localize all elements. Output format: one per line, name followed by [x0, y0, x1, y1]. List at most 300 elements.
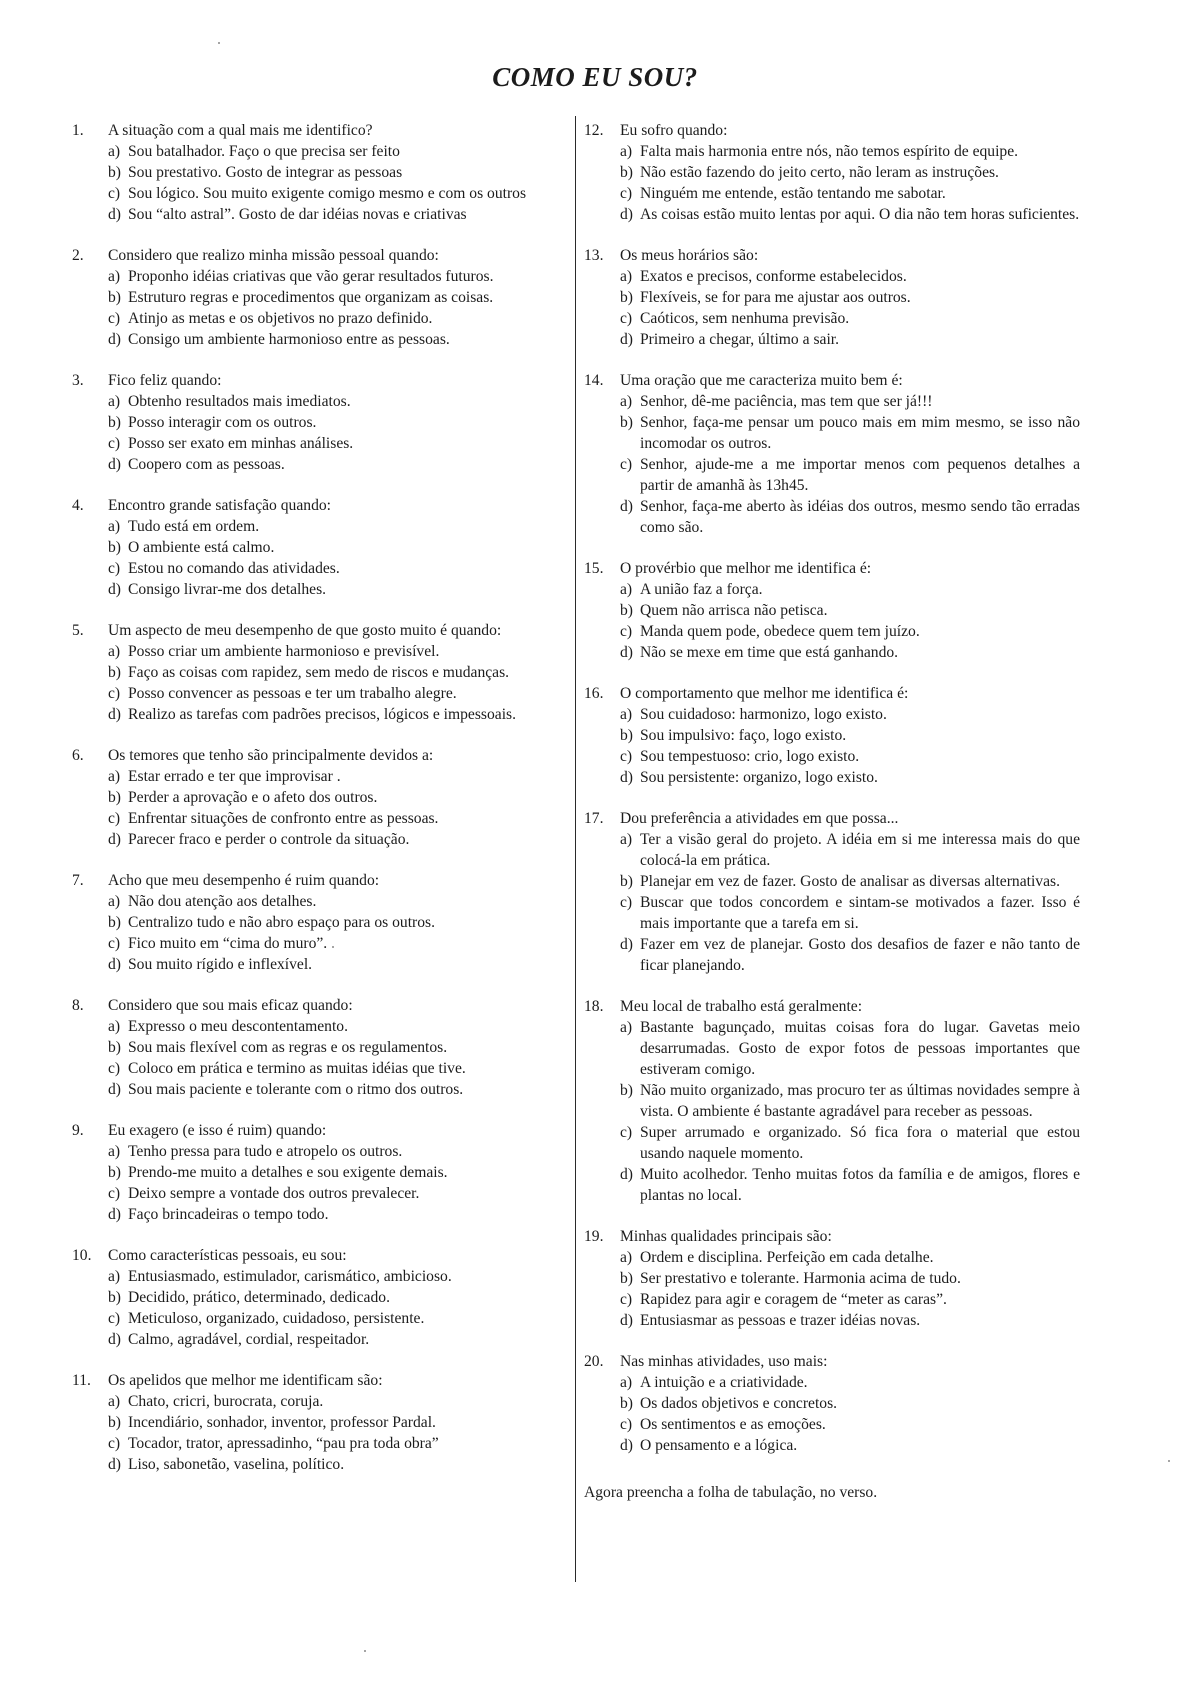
option-letter: b): [108, 1164, 121, 1181]
option-text: Sou mais paciente e tolerante com o ritmo dos outros.: [128, 1081, 464, 1098]
option-text: Estruturo regras e procedimentos que organizam as coisas.: [128, 289, 494, 306]
option-text: A união faz a força.: [640, 581, 763, 598]
question-header: [72, 495, 566, 516]
answer-option: [108, 1079, 566, 1100]
option-text: As coisas estão muito lentas por aqui. O dia não tem horas suficientes.: [640, 206, 1080, 223]
question-header: [72, 370, 566, 391]
option-letter: a): [108, 518, 121, 535]
answer-option: [108, 683, 566, 704]
question-2: [72, 245, 566, 350]
question-text: Meu local de trabalho está geralmente:: [620, 998, 863, 1015]
option-text: Obtenho resultados mais imediatos.: [128, 393, 351, 410]
question-1: [72, 120, 566, 225]
option-letter: c): [620, 1124, 633, 1141]
answer-option: [108, 412, 566, 433]
answer-option: [620, 704, 1080, 725]
question-text: Eu exagero (e isso é ruim) quando:: [108, 1122, 327, 1139]
option-letter: a): [620, 581, 633, 598]
answer-option: [108, 204, 566, 225]
option-letter: b): [108, 789, 121, 806]
option-text: Senhor, ajude-me a me importar menos com pequenos detalhes a partir de amanhã às 13h45.: [640, 456, 1080, 494]
option-text: Perder a aprovação e o afeto dos outros.: [128, 789, 378, 806]
option-text: Sou persistente: organizo, logo existo.: [640, 769, 878, 786]
question-header: [72, 620, 566, 641]
option-text: Estou no comando das atividades.: [128, 560, 340, 577]
answer-option: [620, 829, 1080, 871]
option-letter: a): [620, 706, 633, 723]
option-letter: b): [108, 1039, 121, 1056]
option-letter: d): [108, 206, 121, 223]
option-letter: c): [108, 810, 121, 827]
option-text: Tudo está em ordem.: [128, 518, 260, 535]
option-letter: a): [620, 143, 633, 160]
answer-option: [620, 287, 1080, 308]
question-text: Fico feliz quando:: [108, 372, 222, 389]
option-text: Manda quem pode, obedece quem tem juízo.: [640, 623, 920, 640]
option-letter: a): [620, 268, 633, 285]
option-text: Não dou atenção aos detalhes.: [128, 893, 317, 910]
option-text: Sou prestativo. Gosto de integrar as pessoas: [128, 164, 403, 181]
answer-option: [108, 912, 566, 933]
option-letter: c): [108, 685, 121, 702]
option-letter: b): [108, 539, 121, 556]
answer-option: [108, 1391, 566, 1412]
option-text: O pensamento e a lógica.: [640, 1437, 798, 1454]
option-text: Consigo livrar-me dos detalhes.: [128, 581, 327, 598]
answer-option: [108, 1016, 566, 1037]
answer-option: [108, 183, 566, 204]
option-text: Bastante bagunçado, muitas coisas fora do lugar. Gavetas meio desarrumadas. Gosto de expor fotos de pessoas importantes que estiveram comigo.: [640, 1019, 1080, 1078]
option-text: Sou “alto astral”. Gosto de dar idéias novas e criativas: [128, 206, 467, 223]
question-7: [72, 870, 566, 975]
option-text: Caóticos, sem nenhuma previsão.: [640, 310, 850, 327]
option-text: Fico muito em “cima do muro”.: [128, 935, 328, 952]
answer-option: [108, 954, 566, 975]
scan-speck: [364, 1650, 366, 1652]
option-letter: c): [620, 456, 633, 473]
answer-option: [108, 829, 566, 850]
question-number: 10.: [72, 1247, 92, 1264]
option-letter: c): [108, 1310, 121, 1327]
footer-instruction: Agora preencha a folha de tabulação, no verso.: [584, 1484, 878, 1501]
question-number: 5.: [72, 622, 84, 639]
answer-option: [620, 1289, 1080, 1310]
option-letter: a): [108, 1393, 121, 1410]
question-text: A situação com a qual mais me identifico?: [108, 122, 373, 139]
option-text: Os sentimentos e as emoções.: [640, 1416, 826, 1433]
answer-option: [108, 933, 566, 954]
question-header: [584, 558, 1080, 579]
option-text: Faço brincadeiras o tempo todo.: [128, 1206, 329, 1223]
option-text: Parecer fraco e perder o controle da situação.: [128, 831, 410, 848]
option-text: Buscar que todos concordem e sintam-se motivados a fazer. Isso é mais importante que a tarefa em si.: [640, 894, 1080, 932]
option-letter: c): [620, 1291, 633, 1308]
option-letter: a): [620, 393, 633, 410]
question-header: [584, 996, 1080, 1017]
answer-option: [620, 496, 1080, 538]
question-number: 15.: [584, 560, 604, 577]
question-number: 4.: [72, 497, 84, 514]
option-text: Sou impulsivo: faço, logo existo.: [640, 727, 847, 744]
option-letter: d): [620, 936, 633, 953]
question-8: [72, 995, 566, 1100]
option-text: Enfrentar situações de confronto entre as pessoas.: [128, 810, 439, 827]
answer-option: [620, 391, 1080, 412]
option-letter: a): [108, 143, 121, 160]
question-text: Minhas qualidades principais são:: [620, 1228, 832, 1245]
question-number: 1.: [72, 122, 84, 139]
question-9: [72, 1120, 566, 1225]
option-text: Sou cuidadoso: harmonizo, logo existo.: [640, 706, 887, 723]
answer-option: [620, 746, 1080, 767]
answer-option: [620, 183, 1080, 204]
question-text: Uma oração que me caracteriza muito bem é:: [620, 372, 903, 389]
option-text: Posso ser exato em minhas análises.: [128, 435, 354, 452]
option-text: Entusiasmado, estimulador, carismático, ambicioso.: [128, 1268, 452, 1285]
option-letter: b): [620, 289, 633, 306]
option-letter: b): [108, 1289, 121, 1306]
option-letter: d): [108, 706, 121, 723]
option-letter: b): [108, 914, 121, 931]
answer-option: [108, 1433, 566, 1454]
option-letter: b): [108, 289, 121, 306]
option-letter: b): [108, 1414, 121, 1431]
answer-option: [108, 704, 566, 725]
left-column: [72, 120, 566, 1495]
question-header: [72, 1245, 566, 1266]
question-text: O provérbio que melhor me identifica é:: [620, 560, 872, 577]
option-text: Realizo as tarefas com padrões precisos, lógicos e impessoais.: [128, 706, 516, 723]
question-text: Os meus horários são:: [620, 247, 759, 264]
answer-option: [620, 1268, 1080, 1289]
question-number: 19.: [584, 1228, 604, 1245]
option-letter: c): [620, 310, 633, 327]
option-letter: d): [108, 1331, 121, 1348]
question-header: [72, 1120, 566, 1141]
answer-option: [620, 454, 1080, 496]
option-text: Atinjo as metas e os objetivos no prazo definido.: [128, 310, 433, 327]
option-text: A intuição e a criatividade.: [640, 1374, 808, 1391]
answer-option: [108, 516, 566, 537]
option-letter: c): [620, 185, 633, 202]
option-letter: b): [620, 727, 633, 744]
answer-option: [108, 1266, 566, 1287]
answer-option: [620, 1310, 1080, 1331]
option-text: Coopero com as pessoas.: [128, 456, 285, 473]
option-letter: d): [108, 831, 121, 848]
answer-option: [108, 808, 566, 829]
option-text: Não estão fazendo do jeito certo, não leram as instruções.: [640, 164, 999, 181]
answer-option: [108, 1204, 566, 1225]
question-header: [584, 245, 1080, 266]
option-text: Deixo sempre a vontade dos outros prevalecer.: [128, 1185, 420, 1202]
question-number: 13.: [584, 247, 604, 264]
answer-option: [108, 537, 566, 558]
question-number: 18.: [584, 998, 604, 1015]
question-header: [584, 120, 1080, 141]
option-letter: d): [620, 331, 633, 348]
option-text: Consigo um ambiente harmonioso entre as pessoas.: [128, 331, 450, 348]
option-text: Planejar em vez de fazer. Gosto de analisar as diversas alternativas.: [640, 873, 1060, 890]
answer-option: [620, 1435, 1080, 1456]
option-letter: b): [620, 873, 633, 890]
option-text: Primeiro a chegar, último a sair.: [640, 331, 840, 348]
answer-option: [620, 600, 1080, 621]
answer-option: [108, 787, 566, 808]
scan-speck: [332, 946, 334, 948]
question-header: [72, 245, 566, 266]
answer-option: [620, 1017, 1080, 1080]
column-divider: [575, 116, 576, 1582]
answer-option: [108, 454, 566, 475]
answer-option: [620, 266, 1080, 287]
answer-option: [108, 141, 566, 162]
option-letter: c): [108, 935, 121, 952]
option-text: Posso interagir com os outros.: [128, 414, 317, 431]
scan-speck: [218, 42, 220, 44]
question-16: [584, 683, 1080, 788]
option-text: Entusiasmar as pessoas e trazer idéias novas.: [640, 1312, 921, 1329]
option-text: Senhor, dê-me paciência, mas tem que ser já!!!: [640, 393, 933, 410]
option-text: Centralizo tudo e não abro espaço para os outros.: [128, 914, 436, 931]
question-text: Os temores que tenho são principalmente devidos a:: [108, 747, 434, 764]
answer-option: [620, 892, 1080, 934]
answer-option: [620, 1247, 1080, 1268]
answer-option: [108, 766, 566, 787]
answer-option: [108, 641, 566, 662]
option-letter: b): [620, 1395, 633, 1412]
question-header: [584, 1351, 1080, 1372]
question-header: [72, 1370, 566, 1391]
question-text: Os apelidos que melhor me identificam são:: [108, 1372, 383, 1389]
option-letter: d): [108, 1456, 121, 1473]
answer-option: [620, 1080, 1080, 1122]
answer-option: [108, 1454, 566, 1475]
answer-option: [620, 412, 1080, 454]
option-letter: c): [620, 748, 633, 765]
option-letter: a): [620, 1374, 633, 1391]
answer-option: [620, 871, 1080, 892]
answer-option: [108, 1329, 566, 1350]
answer-option: [108, 329, 566, 350]
option-letter: d): [620, 206, 633, 223]
question-15: [584, 558, 1080, 663]
question-11: [72, 1370, 566, 1475]
option-letter: a): [108, 893, 121, 910]
option-letter: d): [620, 498, 633, 515]
option-text: Decidido, prático, determinado, dedicado.: [128, 1289, 390, 1306]
answer-option: [108, 1412, 566, 1433]
answer-option: [108, 1308, 566, 1329]
question-number: 14.: [584, 372, 604, 389]
question-18: [584, 996, 1080, 1206]
answer-option: [108, 1058, 566, 1079]
question-text: Considero que sou mais eficaz quando:: [108, 997, 353, 1014]
option-text: Posso convencer as pessoas e ter um trabalho alegre.: [128, 685, 457, 702]
answer-option: [620, 934, 1080, 976]
question-number: 12.: [584, 122, 604, 139]
answer-option: [620, 329, 1080, 350]
question-20: [584, 1351, 1080, 1456]
question-number: 7.: [72, 872, 84, 889]
question-number: 20.: [584, 1353, 604, 1370]
option-text: Não se mexe em time que está ganhando.: [640, 644, 899, 661]
option-text: Sou batalhador. Faço o que precisa ser feito: [128, 143, 400, 160]
answer-option: [620, 621, 1080, 642]
option-text: Faço as coisas com rapidez, sem medo de riscos e mudanças.: [128, 664, 510, 681]
question-19: [584, 1226, 1080, 1331]
answer-option: [108, 891, 566, 912]
option-letter: c): [620, 894, 633, 911]
option-text: Falta mais harmonia entre nós, não temos espírito de equipe.: [640, 143, 1019, 160]
page-title: COMO EU SOU?: [492, 62, 698, 92]
option-letter: a): [620, 1249, 633, 1266]
question-text: Considero que realizo minha missão pessoal quando:: [108, 247, 439, 264]
option-letter: b): [620, 1082, 633, 1099]
answer-option: [108, 1141, 566, 1162]
answer-option: [108, 1162, 566, 1183]
option-letter: d): [620, 1437, 633, 1454]
answer-option: [108, 1287, 566, 1308]
answer-option: [620, 1393, 1080, 1414]
question-text: Um aspecto de meu desempenho de que gosto muito é quando:: [108, 622, 502, 639]
scan-speck: [1168, 1460, 1170, 1462]
question-number: 9.: [72, 1122, 84, 1139]
question-header: [72, 745, 566, 766]
option-letter: d): [108, 956, 121, 973]
option-letter: a): [108, 1268, 121, 1285]
question-text: O comportamento que melhor me identifica é:: [620, 685, 909, 702]
option-text: Sou mais flexível com as regras e os regulamentos.: [128, 1039, 448, 1056]
option-letter: c): [620, 1416, 633, 1433]
answer-option: [620, 1414, 1080, 1435]
answer-option: [620, 767, 1080, 788]
question-10: [72, 1245, 566, 1350]
option-text: Quem não arrisca não petisca.: [640, 602, 828, 619]
answer-option: [108, 662, 566, 683]
option-letter: c): [108, 310, 121, 327]
answer-option: [620, 162, 1080, 183]
answer-option: [108, 1037, 566, 1058]
question-text: Eu sofro quando:: [620, 122, 728, 139]
question-number: 8.: [72, 997, 84, 1014]
option-letter: b): [620, 1270, 633, 1287]
answer-option: [620, 1164, 1080, 1206]
question-17: [584, 808, 1080, 976]
option-text: Senhor, faça-me aberto às idéias dos outros, mesmo sendo tão erradas como são.: [640, 498, 1080, 536]
question-text: Nas minhas atividades, uso mais:: [620, 1353, 828, 1370]
option-letter: d): [620, 1312, 633, 1329]
option-text: Sou tempestuoso: crio, logo existo.: [640, 748, 860, 765]
option-text: Prendo-me muito a detalhes e sou exigente demais.: [128, 1164, 448, 1181]
option-letter: a): [108, 1018, 121, 1035]
answer-option: [620, 1122, 1080, 1164]
question-header: [72, 870, 566, 891]
answer-option: [620, 308, 1080, 329]
question-header: [584, 683, 1080, 704]
option-letter: a): [620, 1019, 633, 1036]
option-text: Ser prestativo e tolerante. Harmonia acima de tudo.: [640, 1270, 961, 1287]
option-letter: d): [620, 769, 633, 786]
option-letter: d): [620, 1166, 633, 1183]
question-text: Como características pessoais, eu sou:: [108, 1247, 347, 1264]
question-header: [584, 1226, 1080, 1247]
option-letter: c): [620, 623, 633, 640]
option-text: Ter a visão geral do projeto. A idéia em si me interessa mais do que colocá-la em prática.: [640, 831, 1080, 869]
option-text: Chato, cricri, burocrata, coruja.: [128, 1393, 324, 1410]
option-text: Os dados objetivos e concretos.: [640, 1395, 838, 1412]
question-header: [584, 808, 1080, 829]
question-14: [584, 370, 1080, 538]
question-4: [72, 495, 566, 600]
question-number: 2.: [72, 247, 84, 264]
answer-option: [108, 579, 566, 600]
option-text: Sou lógico. Sou muito exigente comigo mesmo e com os outros: [128, 185, 527, 202]
option-letter: a): [108, 768, 121, 785]
option-text: Ninguém me entende, estão tentando me sabotar.: [640, 185, 946, 202]
option-text: Proponho idéias criativas que vão gerar resultados futuros.: [128, 268, 494, 285]
question-number: 6.: [72, 747, 84, 764]
option-letter: a): [108, 643, 121, 660]
question-text: Dou preferência a atividades em que possa...: [620, 810, 899, 827]
question-3: [72, 370, 566, 475]
answer-option: [108, 162, 566, 183]
option-text: Rapidez para agir e coragem de “meter as caras”.: [640, 1291, 947, 1308]
question-number: 3.: [72, 372, 84, 389]
question-text: Encontro grande satisfação quando:: [108, 497, 331, 514]
option-text: Tocador, trator, apressadinho, “pau pra toda obra”: [128, 1435, 439, 1452]
option-text: Senhor, faça-me pensar um pouco mais em mim mesmo, se isso não incomodar os outros.: [640, 414, 1080, 452]
answer-option: [108, 266, 566, 287]
answer-option: [108, 391, 566, 412]
answer-option: [108, 308, 566, 329]
question-number: 17.: [584, 810, 604, 827]
option-letter: a): [108, 1143, 121, 1160]
option-letter: b): [620, 602, 633, 619]
question-header: [72, 995, 566, 1016]
answer-option: [620, 141, 1080, 162]
question-12: [584, 120, 1080, 225]
question-header: [72, 120, 566, 141]
option-letter: d): [108, 1206, 121, 1223]
option-letter: c): [108, 1060, 121, 1077]
option-text: Exatos e precisos, conforme estabelecidos.: [640, 268, 907, 285]
option-letter: b): [108, 664, 121, 681]
option-letter: d): [108, 456, 121, 473]
question-5: [72, 620, 566, 725]
option-letter: b): [108, 164, 121, 181]
option-text: Super arrumado e organizado. Só fica fora o material que estou usando naquele momento.: [640, 1124, 1080, 1162]
question-number: 16.: [584, 685, 604, 702]
option-letter: a): [620, 831, 633, 848]
option-text: Calmo, agradável, cordial, respeitador.: [128, 1331, 370, 1348]
question-text: Acho que meu desempenho é ruim quando:: [108, 872, 380, 889]
option-letter: d): [620, 644, 633, 661]
answer-option: [108, 1183, 566, 1204]
option-letter: b): [620, 414, 633, 431]
option-text: Muito acolhedor. Tenho muitas fotos da família e de amigos, flores e plantas no local.: [640, 1166, 1080, 1204]
option-text: Posso criar um ambiente harmonioso e previsível.: [128, 643, 440, 660]
option-letter: b): [620, 164, 633, 181]
option-letter: d): [108, 581, 121, 598]
option-letter: c): [108, 1435, 121, 1452]
answer-option: [620, 642, 1080, 663]
option-text: Não muito organizado, mas procuro ter as últimas novidades sempre à vista. O ambiente é bastante agradável para receber as pessoas.: [640, 1082, 1080, 1120]
option-letter: c): [108, 1185, 121, 1202]
answer-option: [620, 204, 1080, 225]
question-number: 11.: [72, 1372, 91, 1389]
option-letter: b): [108, 414, 121, 431]
